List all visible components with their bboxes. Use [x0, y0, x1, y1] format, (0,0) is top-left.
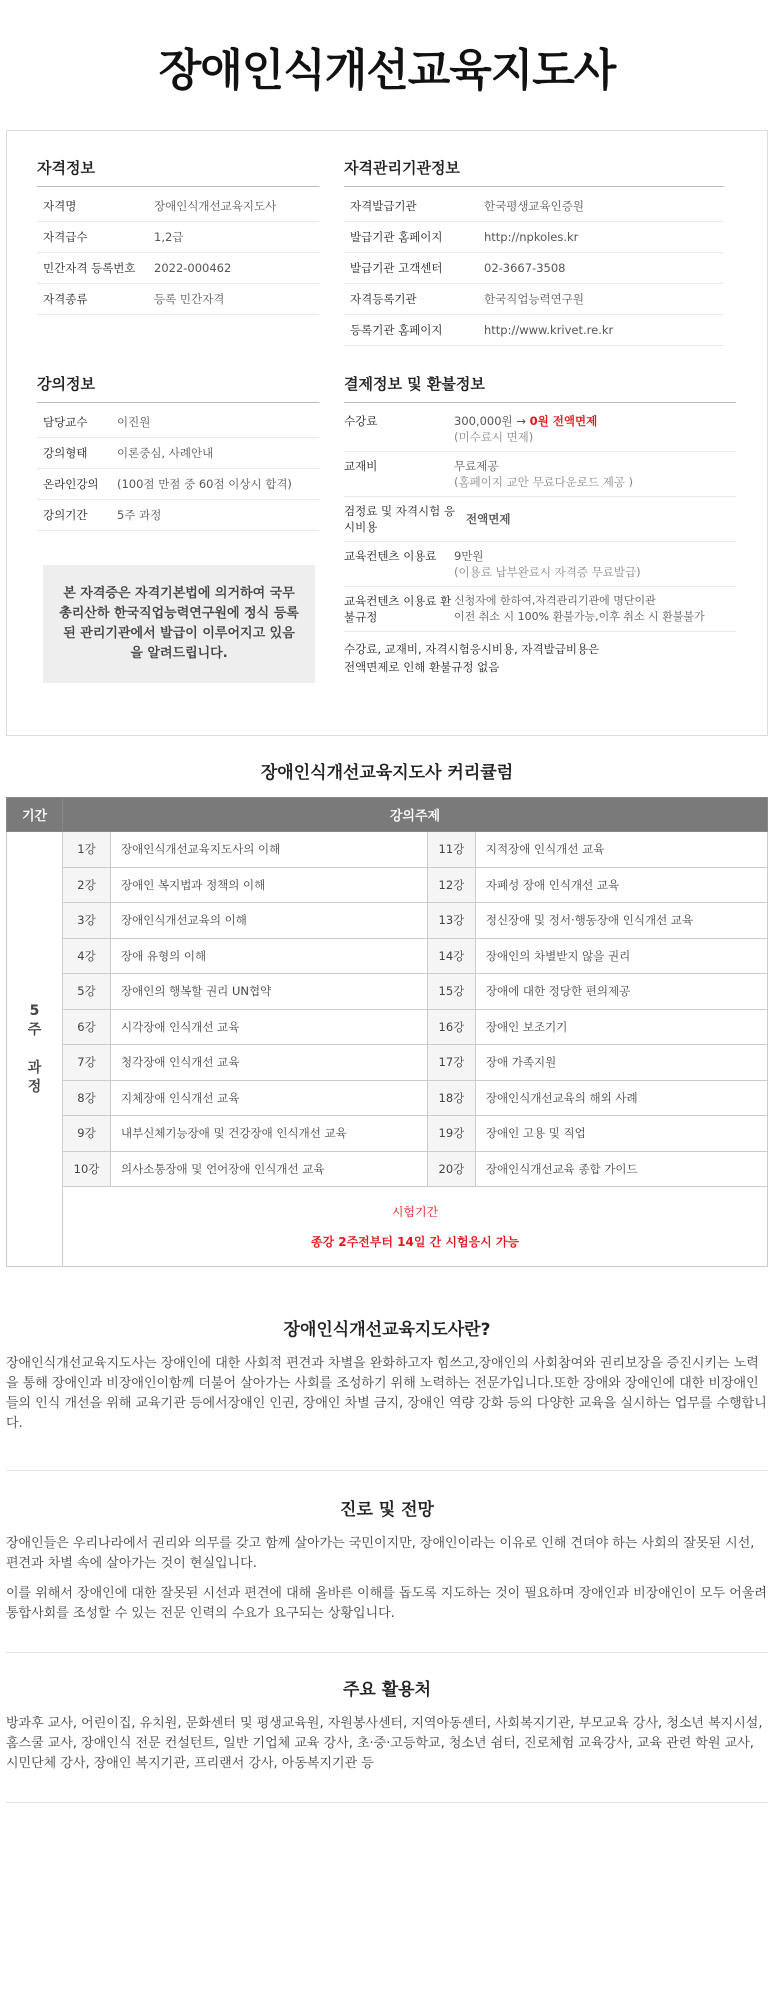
- pay-row-refund: [344, 587, 736, 632]
- table-row: [7, 1116, 768, 1152]
- info-value: (100점 만점 중 60점 이상시 합격): [117, 477, 292, 491]
- lesson-number: 8강: [63, 1080, 111, 1116]
- lesson-number: 19강: [427, 1116, 475, 1152]
- pay-row-material: [344, 452, 736, 497]
- pay-key: 교재비: [344, 459, 378, 473]
- payment-section: [344, 373, 736, 676]
- table-row: [7, 1151, 768, 1187]
- lesson-number: 15강: [427, 974, 475, 1010]
- issuer-homepage-link[interactable]: http://npkoles.kr: [484, 230, 579, 244]
- period-cell: [7, 832, 63, 1267]
- usage-title: 주요 활용처: [342, 1680, 432, 1700]
- period-line: 과: [27, 1059, 42, 1076]
- lesson-topic: 장애 가족지원: [475, 1045, 767, 1081]
- period-line: 주: [27, 1021, 42, 1038]
- certificate-notice: 본 자격증은 자격기본법에 의거하여 국무총리산하 한국직업능력연구원에 정식 등록된 관리기관에서 발급이 이루어지고 있음을 알려드립니다.: [43, 565, 315, 683]
- refund-line1: 신청자에 한하여,자격관리기관에 명단이관: [454, 594, 656, 607]
- info-value: 02-3667-3508: [484, 261, 566, 275]
- lesson-number: 6강: [63, 1009, 111, 1045]
- lesson-number: 14강: [427, 938, 475, 974]
- lesson-topic: 시각장애 인식개선 교육: [111, 1009, 428, 1045]
- agency-heading: 자격관리기관정보: [344, 157, 724, 187]
- pay-row-fee: [344, 407, 736, 452]
- career-paragraph: 장애인들은 우리나라에서 권리와 의무를 갖고 함께 살아가는 국민이지만, 장애인이라는 이유로 인해 견뎌야 하는 사회의 잘못된 시선, 편견과 차별 속에 살아가는 것이 현실입니다.: [6, 1536, 755, 1571]
- exam-label: 시험기간: [391, 1204, 439, 1219]
- refund-line2: 이전 취소 시 100% 환불가능,이후 취소 시 환불불가: [454, 610, 705, 623]
- info-key: 강의기간: [43, 508, 88, 522]
- info-value: 한국직업능력연구원: [484, 292, 584, 306]
- fee-sub: (미수료시 면제): [454, 430, 534, 444]
- curriculum-title: 장애인식개선교육지도사 커리큘럼: [260, 763, 514, 783]
- lesson-topic: 지체장애 인식개선 교육: [111, 1080, 428, 1116]
- info-value: 등록 민간자격: [154, 292, 225, 306]
- fee-original: 300,000원 →: [454, 414, 530, 428]
- info-row: [344, 222, 724, 253]
- info-row: [37, 253, 319, 284]
- info-row: [344, 191, 724, 222]
- info-key: 담당교수: [43, 415, 88, 429]
- info-key: 자격발급기관: [350, 199, 417, 213]
- divider: [6, 1802, 768, 1803]
- lesson-topic: 정신장애 및 정서·행동장애 인식개선 교육: [475, 903, 767, 939]
- career-title: 진로 및 전망: [340, 1500, 434, 1520]
- period-line: 정: [27, 1078, 42, 1095]
- pay-key: 검정료 및 자격시험 응시비용: [344, 504, 455, 534]
- lesson-number: 2강: [63, 867, 111, 903]
- payment-note: [344, 632, 736, 676]
- col-topic-header: 강의주제: [63, 798, 768, 832]
- lesson-topic: 자폐성 장애 인식개선 교육: [475, 867, 767, 903]
- lecture-section: [37, 373, 319, 531]
- info-value: 5주 과정: [117, 508, 162, 522]
- exam-row: [7, 1187, 768, 1267]
- lesson-topic: 장애인의 차별받지 않을 권리: [475, 938, 767, 974]
- registry-homepage-link[interactable]: http://www.krivet.re.kr: [484, 323, 614, 337]
- exam-value: 전액면제: [466, 512, 511, 526]
- lesson-number: 11강: [427, 832, 475, 868]
- about-body: 장애인식개선교육지도사는 장애인에 대한 사회적 편견과 차별을 완화하고자 힘쓰고,장애인의 사회참여와 권리보장을 증진시키는 노력을 통해 장애인과 비장애인이함께 더불어 살아가는 사회를 조성하기 위해 노력하는 전문가입니다.또한 장애와 장애인에 대한 비장애인들의 인식 개선을 위해 교육기관 등에서장애인 인권, 장애인 차별 금지, 장애인 역량 강화 등의 다양한 교육을 실시하는 업무를 수행합니다.: [6, 1356, 767, 1431]
- info-row: [37, 500, 319, 531]
- info-key: 자격급수: [43, 230, 88, 244]
- exam-sub: 종강 2주전부터 14일 간 시험응시 가능: [310, 1234, 520, 1249]
- lesson-topic: 청각장애 인식개선 교육: [111, 1045, 428, 1081]
- info-key: 자격종류: [43, 292, 88, 306]
- material-value: 무료제공: [454, 459, 499, 473]
- info-row: [37, 469, 319, 500]
- curriculum-table: [6, 797, 768, 1267]
- curriculum-body: [7, 832, 768, 1267]
- lesson-number: 7강: [63, 1045, 111, 1081]
- lesson-topic: 장애에 대한 정당한 편의제공: [475, 974, 767, 1010]
- info-row: [37, 191, 319, 222]
- agency-section: [344, 157, 724, 346]
- pay-key: 교육컨텐츠 이용료: [344, 549, 437, 563]
- info-row: [344, 315, 724, 346]
- pay-value: [454, 458, 736, 490]
- material-sub: (홈페이지 교안 무료다운로드 제공 ): [454, 475, 634, 489]
- period-line: 5: [29, 1002, 40, 1019]
- info-value: 장애인식개선교육지도사: [154, 199, 277, 213]
- lesson-topic: 장애인 복지법과 정책의 이해: [111, 867, 428, 903]
- info-value: 1,2급: [154, 230, 184, 244]
- lesson-number: 1강: [63, 832, 111, 868]
- table-row: [7, 867, 768, 903]
- page-title: 장애인식개선교육지도사: [158, 45, 616, 96]
- lesson-topic: 내부신체기능장애 및 건강장애 인식개선 교육: [111, 1116, 428, 1152]
- lesson-number: 10강: [63, 1151, 111, 1187]
- info-key: 발급기관 고객센터: [350, 261, 443, 275]
- info-row: [344, 253, 724, 284]
- divider: [6, 1470, 768, 1471]
- divider: [6, 1652, 768, 1653]
- about-section: [6, 1315, 768, 1434]
- info-key: 온라인강의: [43, 477, 99, 491]
- lesson-number: 16강: [427, 1009, 475, 1045]
- curriculum-header-row: [7, 798, 768, 832]
- lesson-topic: 장애인 보조기기: [475, 1009, 767, 1045]
- lecture-heading: 강의정보: [37, 373, 319, 403]
- info-row: [37, 438, 319, 469]
- info-box: [6, 130, 768, 736]
- career-paragraph: 이를 위해서 장애인에 대한 잘못된 시선과 편견에 대해 올바른 이해를 돕도록 지도하는 것이 필요하며 장애인과 비장애인이 모두 어울려 통합사회를 조성할 수 있는 전문 인력의 수요가 요구되는 상황입니다.: [6, 1586, 767, 1621]
- lesson-topic: 지적장애 인식개선 교육: [475, 832, 767, 868]
- info-key: 발급기관 홈페이지: [350, 230, 443, 244]
- payment-heading: 결제정보 및 환불정보: [344, 373, 736, 403]
- exam-cell: [63, 1187, 768, 1267]
- info-value: 이진원: [117, 415, 151, 429]
- table-row: [7, 1009, 768, 1045]
- info-key: 자격명: [43, 199, 77, 213]
- lesson-topic: 장애인식개선교육지도사의 이해: [111, 832, 428, 868]
- pay-value: [454, 548, 736, 580]
- lesson-topic: 장애인 고용 및 직업: [475, 1116, 767, 1152]
- career-body: [6, 1534, 768, 1624]
- lesson-number: 4강: [63, 938, 111, 974]
- info-key: 강의형태: [43, 446, 88, 460]
- qualification-heading: 자격정보: [37, 157, 319, 187]
- table-row: [7, 974, 768, 1010]
- info-row: [37, 407, 319, 438]
- info-key: 자격등록기관: [350, 292, 417, 306]
- payment-note-line1: 수강료, 교재비, 자격시험응시비용, 자격발급비용은: [344, 642, 600, 656]
- table-row: [7, 903, 768, 939]
- lesson-number: 5강: [63, 974, 111, 1010]
- lesson-topic: 장애인식개선교육 종합 가이드: [475, 1151, 767, 1187]
- lesson-topic: 장애인의 행복할 권리 UN협약: [111, 974, 428, 1010]
- lesson-number: 13강: [427, 903, 475, 939]
- info-row: [37, 222, 319, 253]
- usage-section: [6, 1675, 768, 1774]
- info-row: [344, 284, 724, 315]
- info-row: [37, 284, 319, 315]
- pay-row-content: [344, 542, 736, 587]
- about-title: 장애인식개선교육지도사란?: [283, 1320, 491, 1340]
- career-section: [6, 1495, 768, 1624]
- table-row: [7, 1045, 768, 1081]
- pay-value: [454, 593, 736, 625]
- info-value: 한국평생교육인증원: [484, 199, 584, 213]
- payment-note-line2: 전액면제로 인해 환불규정 없음: [344, 660, 500, 674]
- lesson-topic: 장애 유형의 이해: [111, 938, 428, 974]
- info-key: 등록기관 홈페이지: [350, 323, 443, 337]
- info-value: 2022-000462: [154, 261, 232, 275]
- table-row: [7, 938, 768, 974]
- lesson-topic: 장애인식개선교육의 이해: [111, 903, 428, 939]
- lesson-number: 17강: [427, 1045, 475, 1081]
- content-value: 9만원: [454, 549, 484, 563]
- lesson-topic: 장애인식개선교육의 해외 사례: [475, 1080, 767, 1116]
- lesson-number: 12강: [427, 867, 475, 903]
- pay-value: [454, 413, 736, 445]
- pay-key: 수강료: [344, 414, 378, 428]
- col-period-header: 기간: [7, 798, 63, 832]
- qualification-section: [37, 157, 319, 315]
- pay-key: 교육컨텐츠 이용료 환불규정: [344, 594, 452, 624]
- info-value: 이론중심, 사례안내: [117, 446, 214, 460]
- lesson-number: 3강: [63, 903, 111, 939]
- content-sub: (이용료 납부완료시 자격증 무료발급): [454, 565, 641, 579]
- table-row: [7, 1080, 768, 1116]
- lesson-number: 9강: [63, 1116, 111, 1152]
- lesson-number: 20강: [427, 1151, 475, 1187]
- lesson-topic: 의사소통장애 및 언어장애 인식개선 교육: [111, 1151, 428, 1187]
- pay-row-exam: [344, 497, 736, 542]
- lesson-number: 18강: [427, 1080, 475, 1116]
- info-key: 민간자격 등록번호: [43, 261, 136, 275]
- table-row: [7, 832, 768, 868]
- usage-body: 방과후 교사, 어린이집, 유치원, 문화센터 및 평생교육원, 자원봉사센터, 지역아동센터, 사회복지기관, 부모교육 강사, 청소년 복지시설, 홈스쿨 교사, 장애인식 전문 컨설턴트, 일반 기업체 교육 강사, 초·중·고등학교, 청소년 쉼터, 진로체험 교육강사, 교육 관련 학원 교사, 시민단체 강사, 장애인 복지기관, 프리랜서 강사, 아동복지기관 등: [6, 1716, 763, 1771]
- fee-free: 0원 전액면제: [529, 414, 598, 428]
